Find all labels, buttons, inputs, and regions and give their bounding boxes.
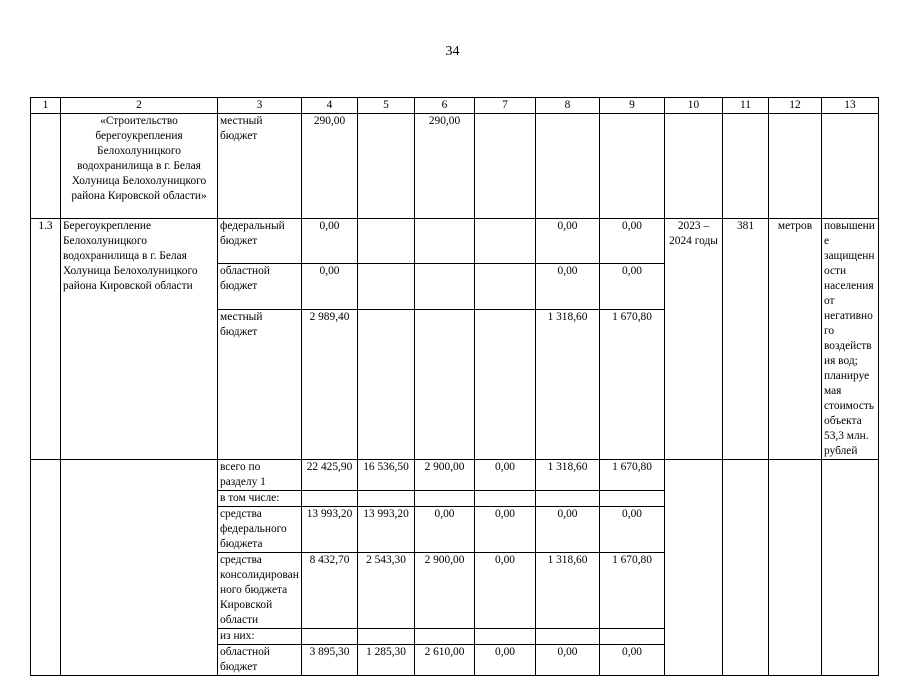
header-cell: 11 bbox=[723, 98, 769, 114]
header-cell: 5 bbox=[358, 98, 415, 114]
source-cell: всего по разделу 1 bbox=[218, 460, 302, 491]
source-cell: областной бюджет bbox=[218, 264, 302, 309]
period-cell: 2023 – 2024 годы bbox=[665, 219, 723, 460]
value-cell: 2 900,00 bbox=[415, 553, 475, 629]
value-cell: 1 670,80 bbox=[600, 553, 665, 629]
quantity-cell: 381 bbox=[723, 219, 769, 460]
table-row bbox=[31, 114, 879, 219]
header-row bbox=[31, 98, 879, 114]
value-cell: 1 318,60 bbox=[536, 460, 600, 491]
value-cell: 0,00 bbox=[600, 219, 665, 264]
header-cell: 3 bbox=[218, 98, 302, 114]
value-cell: 0,00 bbox=[600, 507, 665, 553]
value-cell: 0,00 bbox=[475, 553, 536, 629]
value-cell: 0,00 bbox=[600, 264, 665, 309]
header-cell: 12 bbox=[769, 98, 822, 114]
header-cell: 6 bbox=[415, 98, 475, 114]
value-cell: 1 318,60 bbox=[536, 309, 600, 459]
header-cell: 4 bbox=[302, 98, 358, 114]
source-cell: средства федерального бюджета bbox=[218, 507, 302, 553]
source-cell: из них: bbox=[218, 629, 302, 645]
row-number: 1.3 bbox=[31, 219, 61, 460]
value-cell: 1 670,80 bbox=[600, 460, 665, 491]
header-cell: 1 bbox=[31, 98, 61, 114]
value-cell: 0,00 bbox=[302, 264, 358, 309]
value-cell: 1 318,60 bbox=[536, 553, 600, 629]
value-cell: 0,00 bbox=[536, 507, 600, 553]
value-cell: 3 895,30 bbox=[302, 645, 358, 676]
object-name-cell: «Строительство берегоукрепления Белохолуницкого водохранилища в г. Белая Холуница Белохолуницкого района Кировской области» bbox=[61, 114, 218, 219]
unit-cell: метров bbox=[769, 219, 822, 460]
value-cell: 2 610,00 bbox=[415, 645, 475, 676]
value-cell: 0,00 bbox=[302, 219, 358, 264]
source-cell: федеральный бюджет bbox=[218, 219, 302, 264]
header-cell: 13 bbox=[822, 98, 879, 114]
value-cell: 0,00 bbox=[536, 645, 600, 676]
value-cell: 0,00 bbox=[415, 507, 475, 553]
page-number: 34 bbox=[445, 44, 460, 59]
value-cell: 0,00 bbox=[475, 460, 536, 491]
value-cell: 13 993,20 bbox=[358, 507, 415, 553]
value-cell: 0,00 bbox=[536, 264, 600, 309]
value-cell: 2 900,00 bbox=[415, 460, 475, 491]
value-cell: 290,00 bbox=[415, 114, 475, 219]
value-cell: 0,00 bbox=[475, 645, 536, 676]
header-cell: 8 bbox=[536, 98, 600, 114]
header-cell: 2 bbox=[61, 98, 218, 114]
value-cell: 8 432,70 bbox=[302, 553, 358, 629]
value-cell: 0,00 bbox=[600, 645, 665, 676]
value-cell: 290,00 bbox=[302, 114, 358, 219]
source-cell: областной бюджет bbox=[218, 645, 302, 676]
value-cell: 0,00 bbox=[475, 507, 536, 553]
header-cell: 10 bbox=[665, 98, 723, 114]
value-cell: 2 989,40 bbox=[302, 309, 358, 459]
program-table bbox=[30, 97, 879, 676]
header-cell: 9 bbox=[600, 98, 665, 114]
result-cell: повышение защищенности населения от негативного воздействия вод; планируемая стоимость объекта 53,3 млн. рублей bbox=[822, 219, 879, 460]
value-cell: 22 425,90 bbox=[302, 460, 358, 491]
value-cell: 16 536,50 bbox=[358, 460, 415, 491]
value-cell: 1 285,30 bbox=[358, 645, 415, 676]
source-cell: средства консолидированного бюджета Кировской области bbox=[218, 553, 302, 629]
value-cell: 0,00 bbox=[536, 219, 600, 264]
source-cell: местный бюджет bbox=[218, 114, 302, 219]
source-cell: в том числе: bbox=[218, 491, 302, 507]
object-name-cell: Берегоукрепление Белохолуницкого водохранилища в г. Белая Холуница Белохолуницкого района Кировской области bbox=[61, 219, 218, 460]
table-row bbox=[31, 460, 879, 491]
source-cell: местный бюджет bbox=[218, 309, 302, 459]
table-row bbox=[31, 219, 879, 264]
header-cell: 7 bbox=[475, 98, 536, 114]
value-cell: 2 543,30 bbox=[358, 553, 415, 629]
value-cell: 1 670,80 bbox=[600, 309, 665, 459]
value-cell: 13 993,20 bbox=[302, 507, 358, 553]
